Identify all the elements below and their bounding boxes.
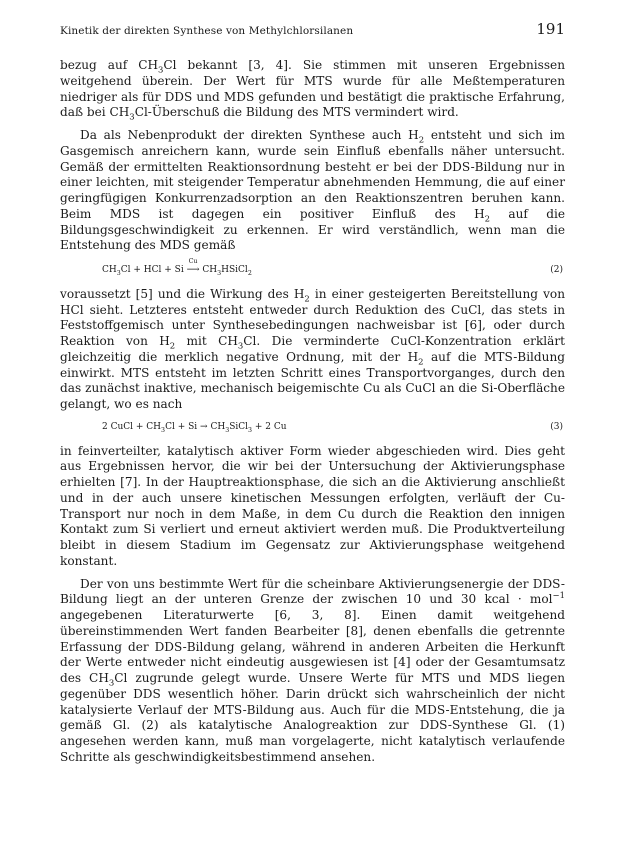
- equation-body: 2 CuCl + $CH_3Cl + Si$ → $CH_3SiCl_3 + 2$ Cu: [102, 421, 287, 434]
- reaction-arrow: Cu ⟶: [187, 261, 200, 279]
- equation-2: [60, 258, 565, 279]
- equation-number: (3): [550, 421, 563, 432]
- paragraph: bezug auf $CH_3Cl$ bekannt [3, 4]. Sie stimmen mit unseren Ergebnissen weitgehend überein. Der Wert für MTS wurde für alle Meßtemperaturen niedriger als für DDS und MDS gefunden und bestätigt die praktische Erfahrung, daß bei $CH_3Cl$-Überschuß die Bildung des MTS vermindert wird.: [60, 58, 565, 122]
- body-text: [60, 58, 565, 766]
- paragraph: voraussetzt [5] und die Wirkung des $H_2$ in einer gesteigerten Bereitstellung von HCl sieht. Letzteres entsteht entweder durch Reduktion des CuCl, das stets in Feststoffgemisch unter Synthesebedingungen nachweisbar ist [6], oder durch Reaktion von $H_2$ mit $CH_3Cl$. Die verminderte CuCl-Konzentration erklärt gleichzeitig die merklich negative Ordnung, mit der $H_2$ auf die MTS-Bildung einwirkt. MTS entsteht im letzten Schritt eines Transportvorganges, durch den das zunächst inaktive, mechanisch beigemischte Cu als CuCl an die Si-Oberfläche gelangt, wo es nach: [60, 286, 566, 411]
- page-number: 191: [536, 20, 565, 38]
- catalyst-label: Cu: [188, 258, 198, 265]
- running-title: Kinetik der direkten Synthese von Methylchlorsilanen: [60, 25, 354, 37]
- paragraph: in feinverteilter, katalytisch aktiver Form wieder abgeschieden wird. Dies geht aus Ergebnissen hervor, die wir bei der Untersuchung der Aktivierungsphase erhielten [7]. In der Hauptreaktionsphase, die sich an die Aktivierung anschließt und in der auch unsere kinetischen Messungen erfolgten, verläuft der Cu-Transport nur noch in dem Maße, in dem Cu durch die Reaktion den innigen Kontakt zum Si verliert und erneut aktiviert werden muß. Die Produktverteilung bleibt in diesem Stadium im Gegensatz zur Aktivierungsphase weitgehend konstant.: [60, 443, 565, 568]
- paragraph: Der von uns bestimmte Wert für die scheinbare Aktivierungsenergie der DDS-Bildung liegt an der unteren Grenze der zwischen 10 und 30 kcal · mol$^{-1}$ angegebenen Literaturwerte [6, 3, 8]. Einen damit weitgehend übereinstimmenden Wert fanden Bearbeiter [8], denen ebenfalls die getrennte Erfassung der DDS-Bildung gelang, während in anderen Arbeiten die Herkunft der Werte entweder nicht eindeutig ausgewiesen ist [4] oder der Gesamtumsatz des $CH_3Cl$ zugrunde gelegt wurde. Unsere Werte für MTS und MDS liegen gegenüber DDS wesentlich höher. Darin drückt sich wahrscheinlich der nicht katalysierte Verlauf der MTS-Bildung aus. Auch für die MDS-Entstehung, die ja gemäß Gl. (2) als katalytische Analogreaktion zur DDS-Synthese Gl. (1) angesehen werden kann, muß man vorgelagerte, nicht katalytisch verlaufende Schritte als geschwindigkeitsbestimmend ansehen.: [60, 576, 566, 764]
- equation-number: (2): [550, 265, 563, 275]
- equation-3: [60, 420, 565, 436]
- reaction-arrow: →: [200, 421, 208, 432]
- page-header: [60, 20, 565, 42]
- paragraph: Da als Nebenprodukt der direkten Synthese auch $H_2$ entsteht und sich im Gasgemisch anreichern kann, wurde sein Einfluß ebenfalls näher untersucht. Gemäß der ermittelten Reaktionsordnung besteht er bei der DDS-Bildung nur in einer leichten, mit steigender Temperatur abnehmenden Hemmung, die auf einer geringfügigen Konkurrenzadsorption an den Reaktionszentren beruhen kann. Beim MDS ist dagegen ein positiver Einfluß des $H_2$ auf die Bildungsgeschwindigkeit zu erkennen. Er wird verständlich, wenn man die Entstehung des MDS gemäß: [60, 128, 565, 253]
- equation-body: $CH_3Cl$ + HCl + Si Cu ⟶ $CH_3HSiCl_2$: [60, 261, 252, 279]
- document-page: [60, 20, 565, 766]
